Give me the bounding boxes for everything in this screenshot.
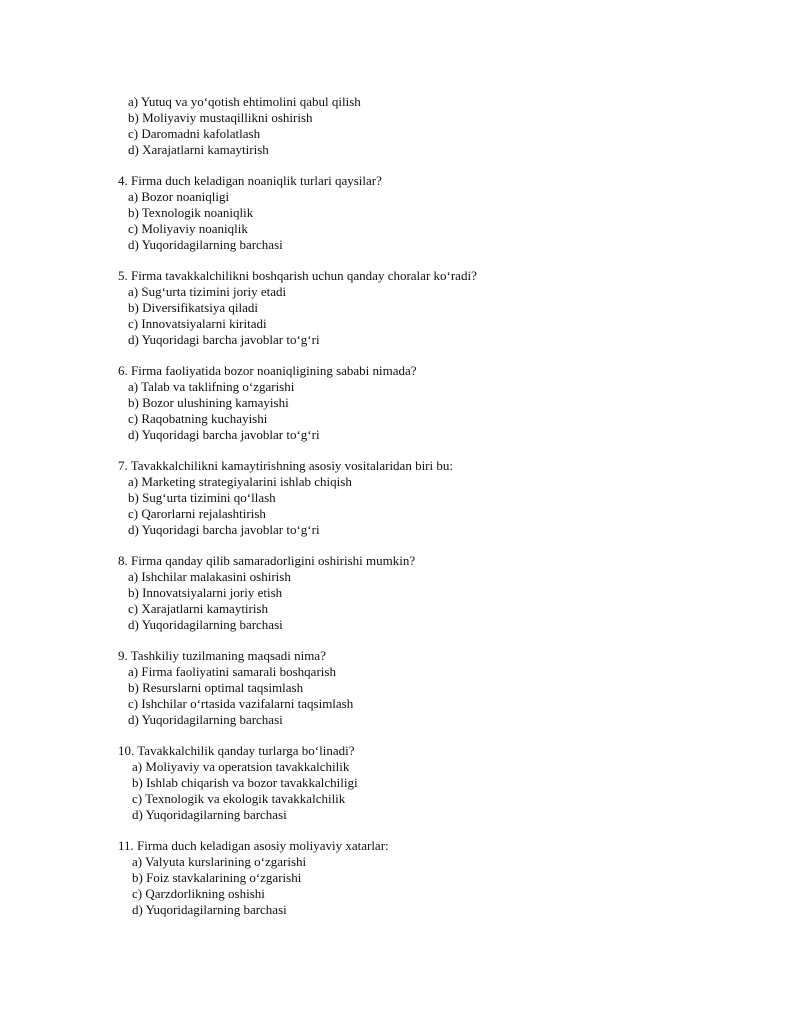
option-line: b) Moliyaviy mustaqillikni oshirish xyxy=(128,110,313,125)
option-line: b) Innovatsiyalarni joriy etish xyxy=(128,585,283,600)
option-line: b) Resurslarni optimal taqsimlash xyxy=(128,680,304,695)
option-line: c) Raqobatning kuchayishi xyxy=(128,411,268,426)
option-line: b) Texnologik noaniqlik xyxy=(128,205,254,220)
option-line: b) Bozor ulushining kamayishi xyxy=(128,395,289,410)
question-text: 10. Tavakkalchilik qanday turlarga bo‘linadi? xyxy=(118,743,355,758)
option-line: a) Yutuq va yo‘qotish ehtimolini qabul qilish xyxy=(128,94,361,109)
option-line: c) Qarzdorlikning oshishi xyxy=(132,886,265,901)
option-line: d) Yuqoridagilarning barchasi xyxy=(132,807,287,822)
question-text: 8. Firma qanday qilib samaradorligini oshirishi mumkin? xyxy=(118,553,416,568)
option-line: d) Yuqoridagilarning barchasi xyxy=(128,237,283,252)
option-line: a) Moliyaviy va operatsion tavakkalchilik xyxy=(132,759,350,774)
option-line: b) Foiz stavkalarining o‘zgarishi xyxy=(132,870,302,885)
option-line: a) Marketing strategiyalarini ishlab chiqish xyxy=(128,474,352,489)
option-line: c) Innovatsiyalarni kiritadi xyxy=(128,316,267,331)
option-line: c) Texnologik va ekologik tavakkalchilik xyxy=(132,791,346,806)
option-line: d) Xarajatlarni kamaytirish xyxy=(128,142,269,157)
option-line: b) Diversifikatsiya qiladi xyxy=(128,300,258,315)
question-text: 11. Firma duch keladigan asosiy moliyaviy xatarlar: xyxy=(118,838,389,853)
option-line: c) Daromadni kafolatlash xyxy=(128,126,261,141)
option-line: a) Talab va taklifning o‘zgarishi xyxy=(128,379,295,394)
option-line: c) Xarajatlarni kamaytirish xyxy=(128,601,269,616)
option-line: a) Bozor noaniqligi xyxy=(128,189,230,204)
option-line: b) Sug‘urta tizimini qo‘llash xyxy=(128,490,276,505)
question-text: 4. Firma duch keladigan noaniqlik turlari qaysilar? xyxy=(118,173,382,188)
question-text: 9. Tashkiliy tuzilmaning maqsadi nima? xyxy=(118,648,326,663)
option-line: d) Yuqoridagilarning barchasi xyxy=(128,617,283,632)
option-line: a) Valyuta kurslarining o‘zgarishi xyxy=(132,854,307,869)
option-line: a) Sug‘urta tizimini joriy etadi xyxy=(128,284,287,299)
option-line: c) Ishchilar o‘rtasida vazifalarni taqsimlash xyxy=(128,696,354,711)
option-line: d) Yuqoridagi barcha javoblar to‘g‘ri xyxy=(128,427,320,442)
option-line: c) Moliyaviy noaniqlik xyxy=(128,221,248,236)
question-text: 6. Firma faoliyatida bozor noaniqligining sababi nimada? xyxy=(118,363,417,378)
question-text: 7. Tavakkalchilikni kamaytirishning asosiy vositalaridan biri bu: xyxy=(118,458,453,473)
option-line: d) Yuqoridagi barcha javoblar to‘g‘ri xyxy=(128,332,320,347)
option-line: d) Yuqoridagilarning barchasi xyxy=(128,712,283,727)
option-line: d) Yuqoridagilarning barchasi xyxy=(132,902,287,917)
option-line: c) Qarorlarni rejalashtirish xyxy=(128,506,266,521)
option-line: d) Yuqoridagi barcha javoblar to‘g‘ri xyxy=(128,522,320,537)
option-line: a) Firma faoliyatini samarali boshqarish xyxy=(128,664,336,679)
option-line: b) Ishlab chiqarish va bozor tavakkalchiligi xyxy=(132,775,358,790)
option-line: a) Ishchilar malakasini oshirish xyxy=(128,569,291,584)
question-text: 5. Firma tavakkalchilikni boshqarish uchun qanday choralar ko‘radi? xyxy=(118,268,477,283)
